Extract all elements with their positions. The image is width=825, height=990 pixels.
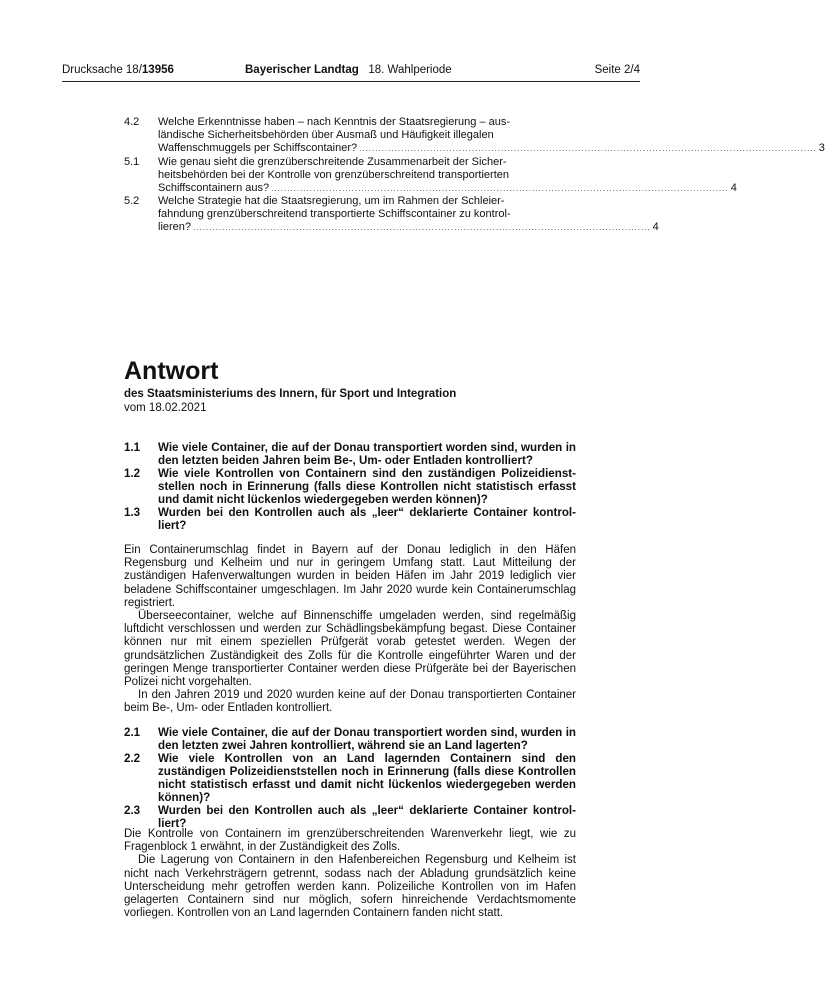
paragraph: Ein Containerumschlag findet in Bayern auf der Donau lediglich in den Häfen Regensburg und Kelheim und nur in geringem Umfang statt. Laut Mitteilung der zuständigen Hafenverwaltungen wurden in beiden Häfen im Jahr 2019 lediglich vier beladene Schiffscontainer umgeschlagen. Im Jahr 2020 wurde kein Containerumschlag registriert. (124, 544, 576, 609)
ministry-name: des Staatsministeriums des Innern, für Sport und Integration (124, 388, 457, 400)
paragraph: Überseecontainer, welche auf Binnenschiffe umgeladen werden, sind regelmäßig luftdicht verschlossen und werden zur Schädlingsbekämpfung begast. Diese Container können nur mit einem speziellen Prüfgerät vorab getestet werden. Wegen der grundsätzlichen Zuständigkeit des Zolls für die Kontrolle eingeführter Waren und der geringen Menge transportierter Container werden diese Prüfgeräte bei der Bayerischen Polizei nicht vorgehalten. (124, 610, 576, 689)
question: 2.3 Wurden bei den Kontrollen auch als „leer“ deklarierte Container kontrol-liert? (124, 804, 576, 830)
paragraph: In den Jahren 2019 und 2020 wurden keine auf der Donau transportierten Container beim Be-, Um- oder Entladen kontrolliert. (124, 689, 576, 715)
page-number: Seite 2/4 (594, 64, 640, 76)
header-divider (62, 81, 640, 82)
paragraph: Die Lagerung von Containern in den Hafenbereichen Regensburg und Kelheim ist nicht nach Verkehrsträgern getrennt, sodass nach der Abladung grundsätzlich keine Unterscheidung mehr getroffen werden kann. Polizeiliche Kontrollen von im Hafen gelagerten Containern sind nur möglich, sofern hinreichende Verdachtsmomente vorliegen. Kontrollen von an Land lagernden Containern fanden nicht statt. (124, 854, 576, 920)
question-block-2 (124, 726, 576, 830)
paragraph: Die Kontrolle von Containern im grenzüberschreitenden Warenverkehr liegt, wie zu Fragenblock 1 erwähnt, in der Zuständigkeit des Zolls. (124, 828, 576, 854)
answer-text-1 (124, 544, 576, 716)
answer-heading: Antwort (124, 357, 219, 385)
question: 1.1 Wie viele Container, die auf der Donau transportiert worden sind, wurden in den letzten beiden Jahren beim Be-, Um- oder Entladen kontrolliert? (124, 441, 576, 467)
page-header (62, 64, 640, 80)
question: 2.1 Wie viele Container, die auf der Donau transportiert worden sind, wurden in den letzten zwei Jahren kontrolliert, während sie an Land lagerten? (124, 726, 576, 752)
answer-text-2 (124, 828, 576, 920)
question: 1.3 Wurden bei den Kontrollen auch als „leer“ deklarierte Container kontrol-liert? (124, 506, 576, 532)
table-of-contents (124, 116, 825, 235)
toc-entry: 4.2 Welche Erkenntnisse haben – nach Kenntnis der Staatsregierung – aus- ländische Sicherheitsbehörden über Ausmaß und Häufigkeit illegalen Waffenschmuggels per Schiffscontainer? .............................................................................................................................................. 3 (124, 116, 825, 154)
document-number: Drucksache 18/13956 (62, 64, 174, 76)
toc-entry: 5.2 Welche Strategie hat die Staatsregierung, um im Rahmen der Schleier- fahndung grenzüberschreitend transportierte Schiffscontainer zu kontrol- lieren? .............................................................................................................................................. 4 (124, 195, 659, 234)
parliament-name: Bayerischer Landtag 18. Wahlperiode (245, 64, 452, 76)
question: 2.2 Wie viele Kontrollen von an Land lagernden Containern sind den zuständigen Polizeidienststellen noch in Erinnerung (falls diese Kontrollen nicht statistisch erfasst und damit nicht lückenlos wiedergegeben werden können)? (124, 752, 576, 804)
question-block-1 (124, 441, 576, 532)
answer-date: vom 18.02.2021 (124, 402, 207, 414)
question: 1.2 Wie viele Kontrollen von Containern sind den zuständigen Polizeidienst-stellen noch in Erinnerung (falls diese Kontrollen nicht statistisch erfasst und damit nicht lückenlos wiedergegeben werden können)? (124, 467, 576, 506)
toc-entry: 5.1 Wie genau sieht die grenzüberschreitende Zusammenarbeit der Sicher- heitsbehörden bei der Kontrolle von grenzüberschreitend transportierten Schiffscontainern aus? .............................................................................................................................................. 4 (124, 155, 737, 194)
